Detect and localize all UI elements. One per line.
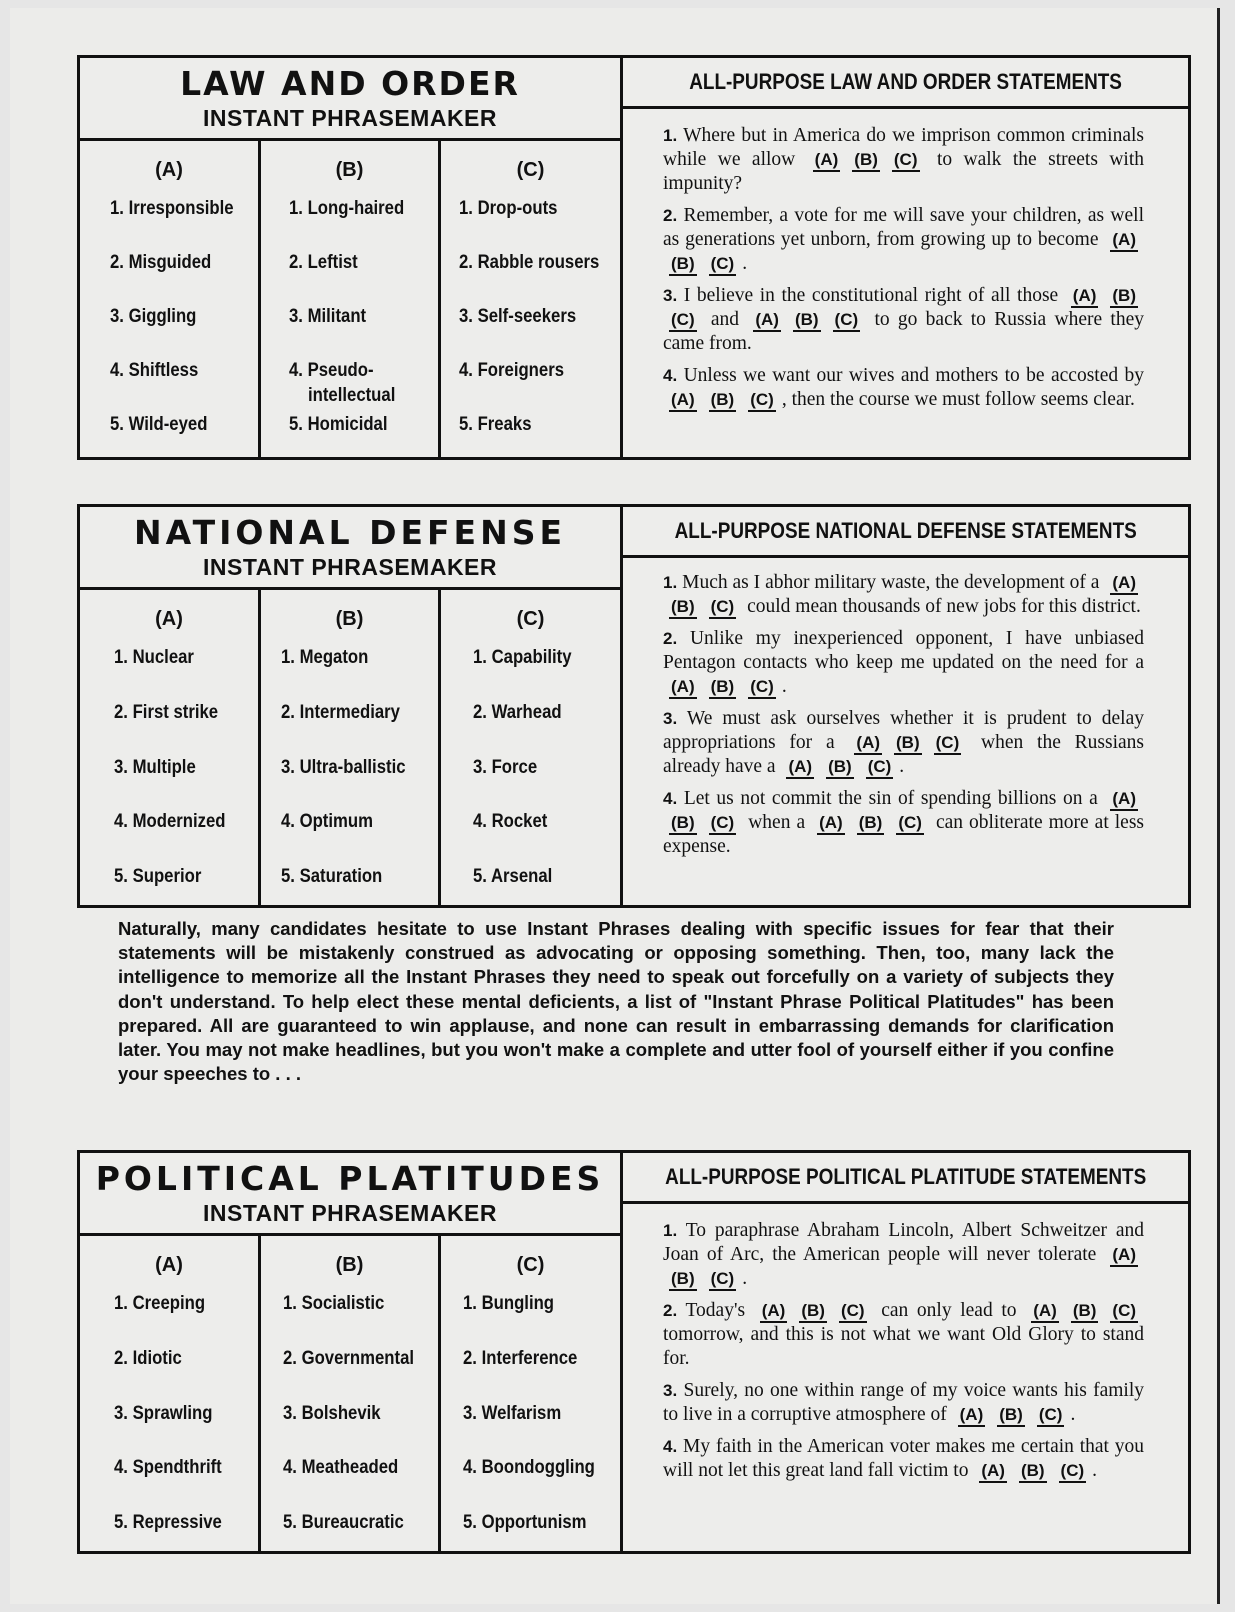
slot-b: (B) [793, 310, 821, 332]
list-item: 3. Multiple [114, 757, 196, 778]
statement-text: . [1070, 1404, 1076, 1425]
statements-header [623, 1153, 1188, 1204]
statement [663, 627, 1144, 699]
column-head: (C) [516, 1254, 545, 1276]
slot-b: (B) [669, 254, 697, 276]
statement-text: We must ask ourselves whether it is prudent to delay appropriations for a [663, 708, 1144, 753]
list-item: 3. Self-seekers [459, 306, 577, 327]
statement-number: 3. [663, 1381, 678, 1400]
list-item: 5. Freaks [459, 414, 532, 435]
statement-text: to go back to Russia where they came from. [663, 309, 1144, 354]
statement [663, 707, 1144, 779]
statement-text: when the Russians already have a [663, 732, 1145, 777]
statements-title: ALL-PURPOSE POLITICAL PLATITUDE STATEMENTS [664, 1164, 1147, 1189]
column-head: (B) [335, 608, 364, 630]
list-item: 5. Homicidal [289, 414, 388, 435]
panel-subtitle: INSTANT PHRASEMAKER [202, 105, 498, 131]
column-head: (B) [335, 1254, 364, 1276]
list-item: 3. Giggling [110, 306, 197, 327]
slot-c: (C) [1037, 1405, 1065, 1427]
statements-box [623, 507, 1188, 905]
slot-b: (B) [709, 677, 737, 699]
panel-title: NATIONAL DEFENSE [133, 513, 567, 552]
slot-c: (C) [669, 310, 697, 332]
list-item: 1. Megaton [281, 647, 369, 668]
slot-a: (A) [1110, 1245, 1138, 1267]
statement-number: 3. [663, 286, 678, 305]
statement-text: and [710, 309, 740, 330]
statement-text: I believe in the constitutional right of all those [683, 285, 1059, 306]
list-item: 3. Force [473, 757, 538, 778]
statements-list [663, 124, 1144, 420]
list-item: 5. Superior [114, 866, 202, 887]
statement-text: Remember, a vote for me will save your children, as well as generations yet unborn, from growing up to become [663, 205, 1144, 250]
statement-text: tomorrow, and this is not what we want Old Glory to stand for. [663, 1324, 1144, 1369]
slot-a: (A) [786, 757, 814, 779]
slot-b: (B) [826, 757, 854, 779]
slot-b: (B) [709, 390, 737, 412]
slot-a: (A) [979, 1461, 1007, 1483]
slot-c: (C) [709, 1269, 737, 1291]
panel-title: LAW AND ORDER [180, 64, 520, 103]
column-a [80, 1236, 261, 1551]
column-head: (B) [335, 159, 364, 181]
statement-text: . [742, 253, 748, 274]
statement-number: 2. [663, 629, 678, 648]
column-b [261, 1236, 441, 1551]
list-item: 1. Nuclear [114, 647, 194, 668]
statement-text: can obliterate more at less expense. [663, 812, 1144, 857]
statement-text: . [1092, 1460, 1098, 1481]
statement-number: 1. [663, 1221, 678, 1240]
list-item: 4. Shiftless [110, 360, 199, 381]
slot-c: (C) [748, 677, 776, 699]
statement-text: Unless we want our wives and mothers to be accosted by [683, 365, 1145, 386]
intro-paragraph: Naturally, many candidates hesitate to use Instant Phrases dealing with specific issues for fear that their statements will be mistakenly construed as advocating or opposing something. Then, too, many lack the intelligence to memorize all the Instant Phrases they need to speak out forcefully on a variety of subjects they don't understand. To help elect these mental deficients, a list of "Instant Phrase Political Platitudes" has been prepared. All are guaranteed to win applause, and none can result in embarrassing demands for clarification later. You may not make headlines, but you won't make a complete and utter fool of yourself either if you confine your speeches to . . . [118, 918, 1114, 1085]
statement [663, 284, 1144, 356]
column-c [441, 590, 620, 905]
statements-box [623, 1153, 1188, 1551]
slot-b: (B) [799, 1301, 827, 1323]
law-and-order-panel [77, 55, 1191, 460]
slot-a: (A) [854, 733, 882, 755]
statement-text: . [742, 1268, 748, 1289]
statement-text: can only lead to [881, 1300, 1017, 1321]
list-item-continued: intellectual [308, 385, 396, 406]
slot-c: (C) [934, 733, 962, 755]
list-item: 1. Irresponsible [110, 198, 234, 219]
slot-a: (A) [760, 1301, 788, 1323]
list-item: 4. Modernized [114, 811, 226, 832]
statement [663, 1219, 1144, 1291]
statement [663, 1435, 1144, 1483]
panel-subtitle: INSTANT PHRASEMAKER [202, 1200, 498, 1226]
list-item: 4. Rocket [473, 811, 548, 832]
political-platitudes-panel [77, 1150, 1191, 1554]
slot-a: (A) [813, 150, 841, 172]
list-item: 2. Rabble rousers [459, 252, 600, 273]
slot-c: (C) [709, 813, 737, 835]
slot-c: (C) [839, 1301, 867, 1323]
slot-b: (B) [669, 813, 697, 835]
national-defense-panel [77, 504, 1191, 908]
column-head: (A) [155, 159, 183, 181]
phrasemaker-header [80, 1153, 620, 1236]
statements-box [623, 58, 1188, 457]
list-item: 4. Boondoggling [463, 1457, 595, 1478]
slot-a: (A) [669, 390, 697, 412]
list-item: 5. Bureaucratic [283, 1512, 404, 1533]
statements-header [623, 507, 1188, 558]
statement-text: Where but in America do we imprison common criminals while we allow [663, 125, 1144, 170]
statement-text: . [899, 756, 905, 777]
statement [663, 1299, 1144, 1371]
slot-b: (B) [997, 1405, 1025, 1427]
slot-a: (A) [1031, 1301, 1059, 1323]
statement-number: 4. [663, 1437, 678, 1456]
list-item: 4. Spendthrift [114, 1457, 222, 1478]
slot-c: (C) [1110, 1301, 1138, 1323]
statement-number: 4. [663, 789, 678, 808]
phrasemaker-box [80, 1153, 623, 1551]
panel-subtitle: INSTANT PHRASEMAKER [202, 554, 498, 580]
list-item: 3. Welfarism [463, 1403, 562, 1424]
statement [663, 787, 1144, 859]
column-c [441, 141, 620, 457]
list-item: 3. Sprawling [114, 1403, 213, 1424]
panel-title: POLITICAL PLATITUDES [95, 1159, 605, 1198]
slot-b: (B) [1019, 1461, 1047, 1483]
statement-text: could mean thousands of new jobs for this district. [747, 596, 1141, 617]
phrasemaker-header [80, 58, 620, 141]
column-b [261, 590, 441, 905]
statement-number: 2. [663, 1301, 678, 1320]
slot-c: (C) [866, 757, 894, 779]
list-item: 5. Repressive [114, 1512, 222, 1533]
list-item: 4. Foreigners [459, 360, 565, 381]
list-item: 2. First strike [114, 702, 219, 723]
phrasemaker-header [80, 507, 620, 590]
statements-title: ALL-PURPOSE LAW AND ORDER STATEMENTS [689, 69, 1122, 94]
list-item: 1. Drop-outs [459, 198, 558, 219]
slot-c: (C) [896, 813, 924, 835]
statement-text: , then the course we must follow seems clear. [781, 389, 1135, 410]
slot-c: (C) [709, 597, 737, 619]
statement [663, 204, 1144, 276]
list-item: 5. Wild-eyed [110, 414, 208, 435]
column-head: (A) [155, 608, 183, 630]
slot-a: (A) [1110, 789, 1138, 811]
statement [663, 364, 1144, 412]
list-item: 1. Capability [473, 647, 572, 668]
list-item: 4. Meatheaded [283, 1457, 399, 1478]
slot-b: (B) [857, 813, 885, 835]
statement-text: when a [748, 812, 806, 833]
list-item: 4. Pseudo- [289, 360, 374, 381]
list-item: 2. Idiotic [114, 1348, 182, 1369]
list-item: 5. Opportunism [463, 1512, 587, 1533]
slot-a: (A) [817, 813, 845, 835]
statement [663, 1379, 1144, 1427]
statement [663, 571, 1144, 619]
statement-text: Surely, no one within range of my voice wants his family to live in a corruptive atmosphere of [663, 1380, 1145, 1425]
statement-text: Much as I abhor military waste, the development of a [682, 572, 1100, 593]
statement-text: Unlike my inexperienced opponent, I have unbiased Pentagon contacts who keep me updated on the need for a [663, 628, 1145, 673]
column-a [80, 590, 261, 905]
slot-c: (C) [892, 150, 920, 172]
statement-text: to walk the streets with impunity? [663, 149, 1145, 194]
statement-number: 3. [663, 709, 678, 728]
statement-text: Let us not commit the sin of spending billions on a [683, 788, 1098, 809]
statements-title: ALL-PURPOSE NATIONAL DEFENSE STATEMENTS [674, 518, 1137, 543]
column-c [441, 1236, 620, 1551]
list-item: 2. Leftist [289, 252, 358, 273]
statement-number: 4. [663, 366, 678, 385]
statement-text: . [781, 676, 787, 697]
statements-list [663, 1219, 1144, 1491]
column-head: (C) [516, 159, 545, 181]
slot-b: (B) [1071, 1301, 1099, 1323]
statement-number: 1. [663, 126, 678, 145]
list-item: 5. Arsenal [473, 866, 553, 887]
list-item: 2. Interference [463, 1348, 578, 1369]
list-item: 1. Socialistic [283, 1293, 385, 1314]
slot-b: (B) [894, 733, 922, 755]
slot-a: (A) [1110, 573, 1138, 595]
statement-text: To paraphrase Abraham Lincoln, Albert Schweitzer and Joan of Arc, the American people will never tolerate [663, 1220, 1144, 1265]
list-item: 1. Long-haired [289, 198, 405, 219]
list-item: 2. Warhead [473, 702, 562, 723]
statements-list [663, 571, 1144, 867]
slot-c: (C) [833, 310, 861, 332]
slot-b: (B) [669, 597, 697, 619]
list-item: 3. Bolshevik [283, 1403, 381, 1424]
slot-c: (C) [1059, 1461, 1087, 1483]
list-item: 4. Optimum [281, 811, 373, 832]
list-item: 2. Misguided [110, 252, 212, 273]
slot-b: (B) [852, 150, 880, 172]
slot-a: (A) [1110, 230, 1138, 252]
list-item: 1. Creeping [114, 1293, 206, 1314]
statement [663, 124, 1144, 196]
list-item: 3. Militant [289, 306, 367, 327]
statement-text: My faith in the American voter makes me certain that you will not let this great land fall victim to [663, 1436, 1145, 1481]
slot-a: (A) [958, 1405, 986, 1427]
slot-b: (B) [1110, 286, 1138, 308]
statements-header [623, 58, 1188, 109]
list-item: 1. Bungling [463, 1293, 555, 1314]
slot-c: (C) [709, 254, 737, 276]
slot-b: (B) [669, 1269, 697, 1291]
list-item: 5. Saturation [281, 866, 383, 887]
slot-a: (A) [669, 677, 697, 699]
list-item: 3. Ultra-ballistic [281, 757, 406, 778]
statement-number: 2. [663, 206, 678, 225]
column-a [80, 141, 261, 457]
column-b [261, 141, 441, 457]
slot-a: (A) [753, 310, 781, 332]
column-head: (A) [155, 1254, 183, 1276]
statement-text: Today's [685, 1300, 746, 1321]
list-item: 2. Intermediary [281, 702, 400, 723]
phrasemaker-box [80, 58, 623, 457]
slot-c: (C) [748, 390, 776, 412]
phrasemaker-box [80, 507, 623, 905]
slot-a: (A) [1071, 286, 1099, 308]
statement-number: 1. [663, 573, 678, 592]
list-item: 2. Governmental [283, 1348, 415, 1369]
column-head: (C) [516, 608, 545, 630]
